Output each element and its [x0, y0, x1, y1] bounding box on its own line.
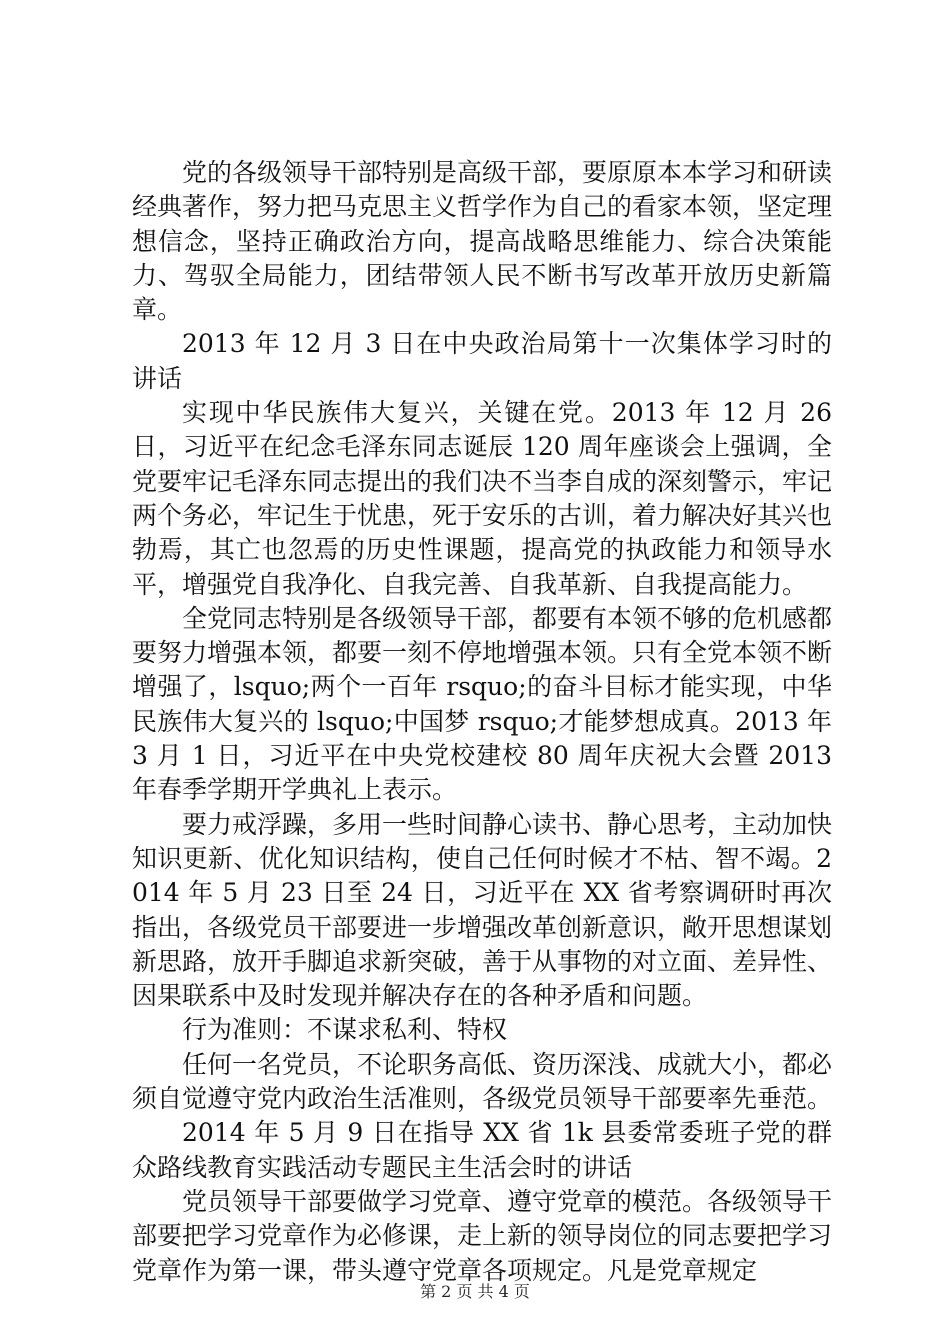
paragraph: 全党同志特别是各级领导干部，都要有本领不够的危机感都要努力增强本领，都要一刻不停地增强本领。只有全党本领不断增强了，lsquo;两个一百年 rsquo;的奋斗目标才能实现，中华民族伟大复兴的 lsquo;中国梦 rsquo;才能梦想成真。2013 年 3 月 1 日，习近平在中央党校建校 80 周年庆祝大会暨 2013 年春季学期开学典礼上表示。 [132, 603, 833, 805]
paragraph: 行为准则：不谋求私利、特权 [182, 1015, 508, 1045]
page-footer: 第 2 页 共 4 页 [420, 1282, 530, 1301]
paragraph: 党员领导干部要做学习党章、遵守党章的模范。各级领导干部要把学习党章作为必修课，走上新的领导岗位的同志要把学习党章作为第一课，带头遵守党章各项规定。凡是党章规定 [132, 1186, 833, 1285]
paragraph: 2013 年 12 月 3 日在中央政治局第十一次集体学习时的讲话 [132, 329, 832, 393]
paragraph: 2014 年 5 月 9 日在指导 XX 省 1k 县委常委班子党的群众路线教育实践活动专题民主生活会时的讲话 [132, 1118, 832, 1182]
paragraph: 党的各级领导干部特别是高级干部，要原原本本学习和研读经典著作，努力把马克思主义哲学作为自己的看家本领，坚定理想信念，坚持正确政治方向，提高战略思维能力、综合决策能力、驾驭全局能力，团结带领人民不断书写改革开放历史新篇章。 [132, 158, 833, 325]
paragraph: 任何一名党员，不论职务高低、资历深浅、成就大小，都必须自觉遵守党内政治生活准则，各级党员领导干部要率先垂范。 [132, 1049, 833, 1114]
paragraph: 实现中华民族伟大复兴，关键在党。2013 年 12 月 26 日，习近平在纪念毛泽东同志诞辰 120 周年座谈会上强调，全党要牢记毛泽东同志提出的我们决不当李自成的深刻警示，牢记两个务必，牢记生于忧患，死于安乐的古训，着力解决好其兴也勃焉，其亡也忽焉的历史性课题，提高党的执政能力和领导水平，增强党自我净化、自我完善、自我革新、自我提高能力。 [132, 398, 833, 599]
paragraph: 要力戒浮躁，多用一些时间静心读书、静心思考，主动加快知识更新、优化知识结构，使自己任何时候才不枯、智不竭。2014 年 5 月 23 日至 24 日，习近平在 XX 省考察调研时再次指出，各级党员干部要进一步增强改革创新意识，敞开思想谋划新思路，放开手脚追求新突破，善于从事物的对立面、差异性、因果联系中及时发现并解决存在的各种矛盾和问题。 [132, 809, 833, 1011]
document-body [132, 156, 832, 1288]
